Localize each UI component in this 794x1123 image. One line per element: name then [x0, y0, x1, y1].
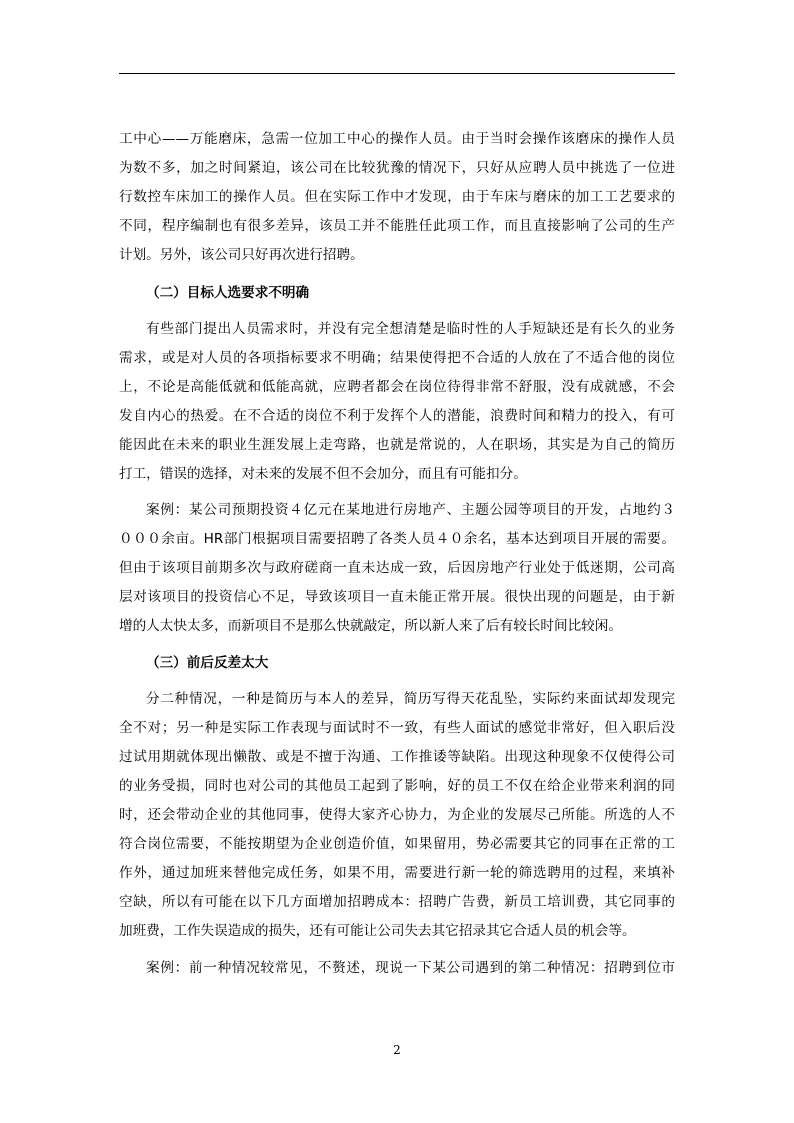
text-line: 层对该项目的投资信心不足，导致该项目一直未能正常开展。很快出现的问题是，由于新	[119, 589, 675, 605]
text-line: ０００余亩。HR部门根据项目需要招聘了各类人员４０余名，基本达到项目开展的需要。	[119, 531, 675, 547]
page-number: 2	[393, 1043, 401, 1057]
section-heading: （二）目标人选要求不明确	[146, 285, 310, 301]
text-line: 符合岗位需要，不能按期望为企业创造价值，如果留用，势必需要其它的同事在正常的工	[119, 836, 675, 852]
section-heading: （三）前后反差太大	[146, 655, 269, 671]
header-rule	[119, 73, 675, 74]
text-line: 作外，通过加班来替他完成任务，如果不用，需要进行新一轮的筛选聘用的过程，来填补	[119, 865, 675, 881]
text-line: 加班费，工作失误造成的损失，还有可能让公司失去其它招录其它合适人员的机会等。	[119, 923, 636, 939]
text-line: 需求，或是对人员的各项指标要求不明确；结果使得把不合适的人放在了不适合他的岗位	[119, 350, 675, 366]
text-line: 的业务受损，同时也对公司的其他员工起到了影响，好的员工不仅在给企业带来利润的同	[119, 778, 675, 794]
text-line: 案例：前一种情况较常见，不赘述，现说一下某公司遇到的第二种情况：招聘到位市	[146, 960, 675, 976]
text-line: 全不对；另一种是实际工作表现与面试时不一致，有些人面试的感觉非常好，但入职后没	[119, 720, 675, 736]
text-line: 打工，错误的选择，对未来的发展不但不会加分，而且有可能扣分。	[119, 466, 527, 482]
text-line: 工中心——万能磨床，急需一位加工中心的操作人员。由于当时会操作该磨床的操作人员	[119, 131, 675, 147]
text-line: 空缺，所以有可能在以下几方面增加招聘成本：招聘广告费，新员工培训费，其它同事的	[119, 894, 675, 910]
text-line: 但由于该项目前期多次与政府磋商一直未达成一致，后因房地产行业处于低迷期，公司高	[119, 560, 675, 576]
text-line: 行数控车床加工的操作人员。但在实际工作中才发现，由于车床与磨床的加工工艺要求的	[119, 189, 675, 205]
text-line: 计划。另外，该公司只好再次进行招聘。	[119, 247, 364, 263]
text-line: 时，还会带动企业的其他同事，使得大家齐心协力，为企业的发展尽己所能。所选的人不	[119, 807, 675, 823]
text-line: 能因此在未来的职业生涯发展上走弯路，也就是常说的，人在职场，其实是为自己的简历	[119, 437, 675, 453]
text-line: 不同，程序编制也有很多差异，该员工并不能胜任此项工作，而且直接影响了公司的生产	[119, 218, 675, 234]
text-line: 为数不多，加之时间紧迫，该公司在比较犹豫的情况下，只好从应聘人员中挑选了一位进	[119, 160, 675, 176]
text-line: 上，不论是高能低就和低能高就，应聘者都会在岗位待得非常不舒服，没有成就感，不会	[119, 379, 675, 395]
text-line: 案例：某公司预期投资４亿元在某地进行房地产、主题公园等项目的开发，占地约３	[146, 502, 675, 518]
text-line: 分二种情况，一种是简历与本人的差异，简历写得天花乱坠，实际约来面试却发现完	[146, 691, 675, 707]
text-line: 过试用期就体现出懒散、或是不擅于沟通、工作推诿等缺陷。出现这种现象不仅使得公司	[119, 749, 675, 765]
text-line: 发自内心的热爱。在不合适的岗位不利于发挥个人的潜能，浪费时间和精力的投入，有可	[119, 408, 675, 424]
text-line: 增的人太快太多，而新项目不是那么快就敲定，所以新人来了后有较长时间比较闲。	[119, 618, 622, 634]
text-line: 有些部门提出人员需求时，并没有完全想清楚是临时性的人手短缺还是有长久的业务	[146, 321, 675, 337]
